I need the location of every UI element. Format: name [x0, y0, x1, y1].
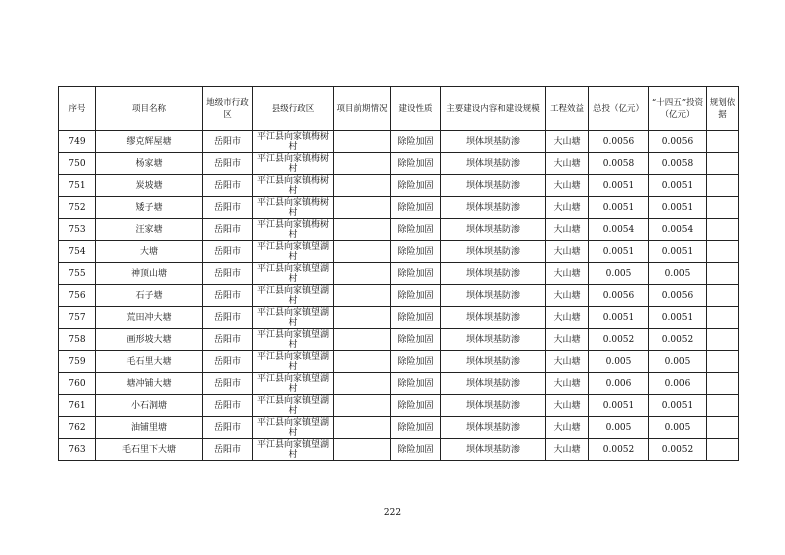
- cell-project-name: 大塘: [96, 241, 203, 263]
- cell-total-investment: 0.005: [589, 263, 649, 285]
- cell-project-name: 矮子塘: [96, 197, 203, 219]
- header-city: 地级市行政区: [203, 87, 253, 131]
- cell-total-investment: 0.0052: [589, 439, 649, 461]
- page-number: 222: [383, 508, 402, 518]
- cell-content: 坝体坝基防渗: [441, 153, 546, 175]
- cell-county: 平江县向家镇望湖村: [253, 439, 334, 461]
- cell-nature: 除险加固: [391, 307, 441, 329]
- cell-project-name: 缪克辉屋塘: [96, 131, 203, 153]
- table-body: [59, 131, 739, 461]
- cell-total-investment: 0.006: [589, 373, 649, 395]
- table-row: [59, 307, 739, 329]
- table-row: [59, 351, 739, 373]
- cell-basis: [707, 329, 739, 351]
- cell-basis: [707, 395, 739, 417]
- cell-content: 坝体坝基防渗: [441, 373, 546, 395]
- cell-total-investment: 0.0052: [589, 329, 649, 351]
- cell-basis: [707, 131, 739, 153]
- cell-nature: 除险加固: [391, 395, 441, 417]
- cell-serial: 753: [59, 219, 96, 241]
- cell-project-name: 杨家塘: [96, 153, 203, 175]
- cell-preliminary: [334, 285, 391, 307]
- cell-content: 坝体坝基防渗: [441, 131, 546, 153]
- cell-preliminary: [334, 153, 391, 175]
- cell-city: 岳阳市: [203, 395, 253, 417]
- cell-city: 岳阳市: [203, 197, 253, 219]
- cell-preliminary: [334, 439, 391, 461]
- cell-basis: [707, 285, 739, 307]
- cell-preliminary: [334, 351, 391, 373]
- cell-preliminary: [334, 307, 391, 329]
- cell-basis: [707, 417, 739, 439]
- cell-project-name: 荒田冲大塘: [96, 307, 203, 329]
- cell-plan-investment: 0.0051: [649, 307, 707, 329]
- table-row: [59, 197, 739, 219]
- cell-benefit: 大山塘: [546, 241, 589, 263]
- cell-plan-investment: 0.0058: [649, 153, 707, 175]
- cell-county: 平江县向家镇望湖村: [253, 241, 334, 263]
- cell-serial: 757: [59, 307, 96, 329]
- cell-county: 平江县向家镇望湖村: [253, 395, 334, 417]
- cell-serial: 749: [59, 131, 96, 153]
- cell-content: 坝体坝基防渗: [441, 197, 546, 219]
- cell-content: 坝体坝基防渗: [441, 241, 546, 263]
- cell-plan-investment: 0.0051: [649, 197, 707, 219]
- cell-county: 平江县向家镇望湖村: [253, 263, 334, 285]
- cell-county: 平江县向家镇望湖村: [253, 285, 334, 307]
- cell-project-name: 石子塘: [96, 285, 203, 307]
- cell-project-name: 毛石里下大塘: [96, 439, 203, 461]
- cell-preliminary: [334, 329, 391, 351]
- cell-benefit: 大山塘: [546, 395, 589, 417]
- cell-city: 岳阳市: [203, 351, 253, 373]
- cell-basis: [707, 241, 739, 263]
- table-row: [59, 373, 739, 395]
- cell-city: 岳阳市: [203, 417, 253, 439]
- cell-nature: 除险加固: [391, 131, 441, 153]
- cell-nature: 除险加固: [391, 329, 441, 351]
- cell-total-investment: 0.0058: [589, 153, 649, 175]
- cell-nature: 除险加固: [391, 153, 441, 175]
- cell-content: 坝体坝基防渗: [441, 263, 546, 285]
- cell-county: 平江县向家镇望湖村: [253, 417, 334, 439]
- cell-benefit: 大山塘: [546, 373, 589, 395]
- cell-nature: 除险加固: [391, 263, 441, 285]
- cell-plan-investment: 0.0054: [649, 219, 707, 241]
- cell-preliminary: [334, 395, 391, 417]
- cell-county: 平江县向家镇梅树村: [253, 175, 334, 197]
- cell-county: 平江县向家镇梅树村: [253, 219, 334, 241]
- cell-plan-investment: 0.0056: [649, 131, 707, 153]
- cell-serial: 763: [59, 439, 96, 461]
- cell-county: 平江县向家镇梅树村: [253, 153, 334, 175]
- cell-preliminary: [334, 219, 391, 241]
- cell-county: 平江县向家镇梅树村: [253, 131, 334, 153]
- cell-benefit: 大山塘: [546, 153, 589, 175]
- cell-city: 岳阳市: [203, 285, 253, 307]
- cell-basis: [707, 219, 739, 241]
- cell-city: 岳阳市: [203, 175, 253, 197]
- cell-basis: [707, 175, 739, 197]
- cell-total-investment: 0.0051: [589, 395, 649, 417]
- cell-county: 平江县向家镇望湖村: [253, 373, 334, 395]
- table-row: [59, 219, 739, 241]
- header-county: 县级行政区: [253, 87, 334, 131]
- table-header-row: [59, 87, 739, 131]
- cell-plan-investment: 0.0056: [649, 285, 707, 307]
- cell-total-investment: 0.0054: [589, 219, 649, 241]
- cell-serial: 761: [59, 395, 96, 417]
- cell-plan-investment: 0.0051: [649, 175, 707, 197]
- cell-serial: 754: [59, 241, 96, 263]
- cell-preliminary: [334, 241, 391, 263]
- cell-total-investment: 0.0056: [589, 131, 649, 153]
- cell-preliminary: [334, 197, 391, 219]
- cell-city: 岳阳市: [203, 373, 253, 395]
- cell-content: 坝体坝基防渗: [441, 175, 546, 197]
- cell-preliminary: [334, 131, 391, 153]
- cell-project-name: 毛石里大塘: [96, 351, 203, 373]
- cell-plan-investment: 0.005: [649, 351, 707, 373]
- cell-content: 坝体坝基防渗: [441, 285, 546, 307]
- header-preliminary: 项目前期情况: [334, 87, 391, 131]
- header-basis: 规划依据: [707, 87, 739, 131]
- cell-content: 坝体坝基防渗: [441, 219, 546, 241]
- cell-project-name: 小石洞塘: [96, 395, 203, 417]
- cell-plan-investment: 0.005: [649, 417, 707, 439]
- header-plan-investment: “十四五”投资（亿元）: [649, 87, 707, 131]
- cell-benefit: 大山塘: [546, 439, 589, 461]
- cell-project-name: 神顶山塘: [96, 263, 203, 285]
- cell-preliminary: [334, 373, 391, 395]
- cell-project-name: 汪家塘: [96, 219, 203, 241]
- cell-city: 岳阳市: [203, 439, 253, 461]
- cell-content: 坝体坝基防渗: [441, 395, 546, 417]
- cell-content: 坝体坝基防渗: [441, 439, 546, 461]
- table-row: [59, 131, 739, 153]
- cell-plan-investment: 0.005: [649, 263, 707, 285]
- cell-total-investment: 0.0051: [589, 307, 649, 329]
- header-content: 主要建设内容和建设规模: [441, 87, 546, 131]
- cell-serial: 760: [59, 373, 96, 395]
- cell-city: 岳阳市: [203, 153, 253, 175]
- cell-county: 平江县向家镇望湖村: [253, 307, 334, 329]
- cell-nature: 除险加固: [391, 175, 441, 197]
- table-row: [59, 175, 739, 197]
- table-row: [59, 329, 739, 351]
- cell-city: 岳阳市: [203, 219, 253, 241]
- cell-total-investment: 0.0051: [589, 241, 649, 263]
- cell-nature: 除险加固: [391, 373, 441, 395]
- cell-project-name: 塘冲铺大塘: [96, 373, 203, 395]
- cell-serial: 759: [59, 351, 96, 373]
- cell-project-name: 油铺里塘: [96, 417, 203, 439]
- cell-benefit: 大山塘: [546, 285, 589, 307]
- cell-benefit: 大山塘: [546, 307, 589, 329]
- cell-project-name: 炭坡塘: [96, 175, 203, 197]
- cell-total-investment: 0.005: [589, 351, 649, 373]
- cell-content: 坝体坝基防渗: [441, 351, 546, 373]
- cell-plan-investment: 0.0051: [649, 395, 707, 417]
- header-serial: 序号: [59, 87, 96, 131]
- cell-serial: 758: [59, 329, 96, 351]
- cell-basis: [707, 153, 739, 175]
- header-project-name: 项目名称: [96, 87, 203, 131]
- cell-serial: 755: [59, 263, 96, 285]
- table-row: [59, 439, 739, 461]
- cell-city: 岳阳市: [203, 131, 253, 153]
- cell-benefit: 大山塘: [546, 219, 589, 241]
- cell-county: 平江县向家镇望湖村: [253, 351, 334, 373]
- project-table: [58, 86, 739, 461]
- cell-total-investment: 0.0056: [589, 285, 649, 307]
- cell-plan-investment: 0.0052: [649, 439, 707, 461]
- cell-content: 坝体坝基防渗: [441, 307, 546, 329]
- cell-project-name: 画形坡大塘: [96, 329, 203, 351]
- table-row: [59, 241, 739, 263]
- cell-total-investment: 0.0051: [589, 197, 649, 219]
- cell-benefit: 大山塘: [546, 263, 589, 285]
- cell-city: 岳阳市: [203, 241, 253, 263]
- cell-city: 岳阳市: [203, 329, 253, 351]
- header-nature: 建设性质: [391, 87, 441, 131]
- cell-preliminary: [334, 175, 391, 197]
- table-row: [59, 153, 739, 175]
- cell-total-investment: 0.005: [589, 417, 649, 439]
- table-row: [59, 263, 739, 285]
- cell-plan-investment: 0.006: [649, 373, 707, 395]
- cell-basis: [707, 307, 739, 329]
- cell-nature: 除险加固: [391, 351, 441, 373]
- cell-county: 平江县向家镇望湖村: [253, 329, 334, 351]
- cell-content: 坝体坝基防渗: [441, 329, 546, 351]
- cell-benefit: 大山塘: [546, 175, 589, 197]
- cell-county: 平江县向家镇梅树村: [253, 197, 334, 219]
- cell-nature: 除险加固: [391, 197, 441, 219]
- cell-total-investment: 0.0051: [589, 175, 649, 197]
- cell-benefit: 大山塘: [546, 329, 589, 351]
- cell-basis: [707, 351, 739, 373]
- cell-nature: 除险加固: [391, 439, 441, 461]
- cell-nature: 除险加固: [391, 285, 441, 307]
- cell-benefit: 大山塘: [546, 351, 589, 373]
- cell-serial: 752: [59, 197, 96, 219]
- cell-serial: 756: [59, 285, 96, 307]
- cell-basis: [707, 263, 739, 285]
- table-row: [59, 417, 739, 439]
- cell-serial: 762: [59, 417, 96, 439]
- cell-plan-investment: 0.0051: [649, 241, 707, 263]
- cell-benefit: 大山塘: [546, 417, 589, 439]
- cell-basis: [707, 373, 739, 395]
- table-row: [59, 395, 739, 417]
- cell-serial: 750: [59, 153, 96, 175]
- cell-nature: 除险加固: [391, 219, 441, 241]
- cell-serial: 751: [59, 175, 96, 197]
- cell-basis: [707, 197, 739, 219]
- cell-basis: [707, 439, 739, 461]
- cell-preliminary: [334, 263, 391, 285]
- cell-benefit: 大山塘: [546, 131, 589, 153]
- cell-benefit: 大山塘: [546, 197, 589, 219]
- cell-nature: 除险加固: [391, 417, 441, 439]
- cell-city: 岳阳市: [203, 263, 253, 285]
- cell-preliminary: [334, 417, 391, 439]
- cell-content: 坝体坝基防渗: [441, 417, 546, 439]
- header-total-investment: 总投（亿元）: [589, 87, 649, 131]
- header-benefit: 工程效益: [546, 87, 589, 131]
- cell-city: 岳阳市: [203, 307, 253, 329]
- cell-plan-investment: 0.0052: [649, 329, 707, 351]
- cell-nature: 除险加固: [391, 241, 441, 263]
- table-row: [59, 285, 739, 307]
